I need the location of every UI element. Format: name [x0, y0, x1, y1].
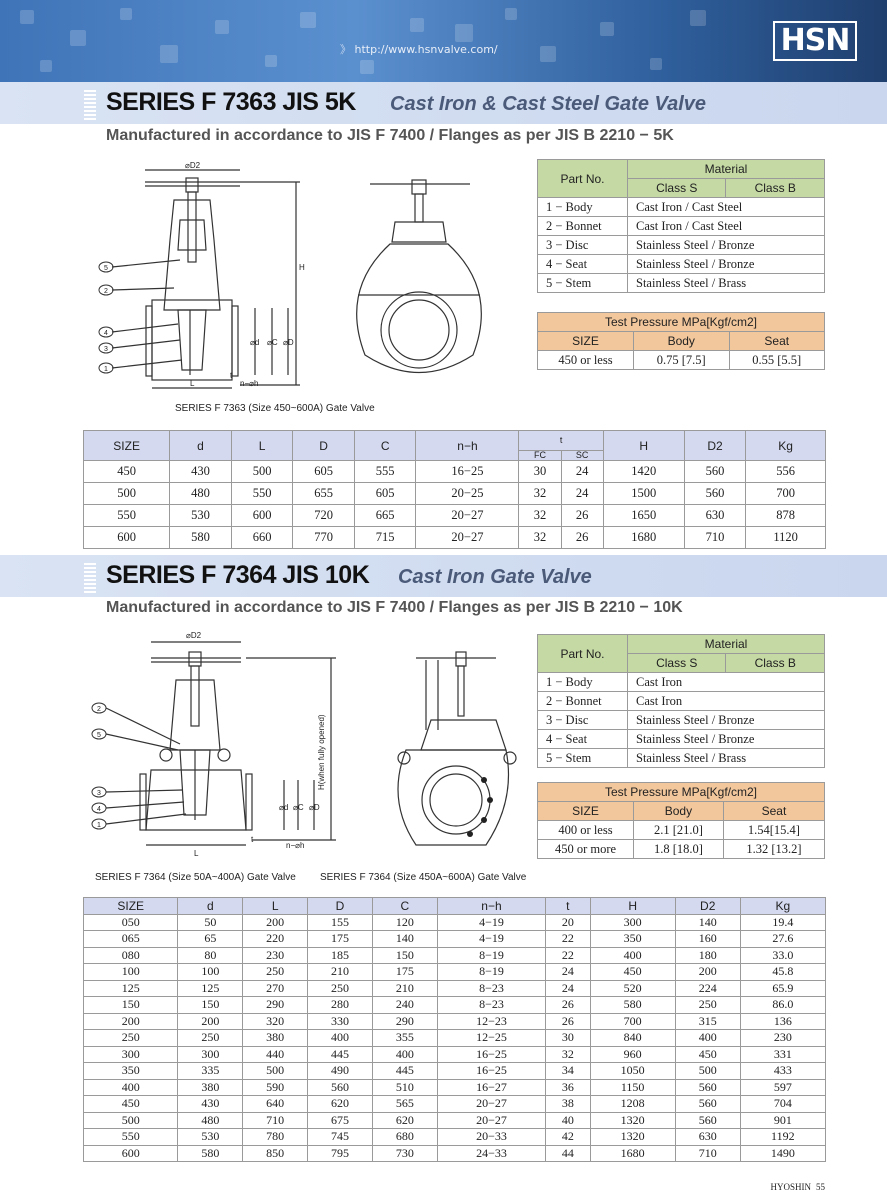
- table-cell: 355: [372, 1030, 437, 1047]
- table-row: [84, 1096, 826, 1113]
- table-cell: 16−27: [437, 1079, 545, 1096]
- svg-text:1: 1: [104, 366, 108, 373]
- table-cell: 1050: [590, 1063, 675, 1080]
- table-cell: 290: [372, 1013, 437, 1030]
- test-pressure-title: Test Pressure MPa[Kgf/cm2]: [538, 783, 825, 802]
- table-cell: 730: [372, 1145, 437, 1162]
- table-cell: 1192: [740, 1129, 825, 1146]
- table-cell: 590: [243, 1079, 308, 1096]
- table-cell: 26: [546, 997, 590, 1014]
- table-row: [84, 931, 826, 948]
- table-cell: 520: [590, 980, 675, 997]
- table-cell: 20−27: [437, 1112, 545, 1129]
- label-d: ⌀d: [250, 338, 260, 347]
- table-row: [84, 997, 826, 1014]
- table-cell: 331: [740, 1046, 825, 1063]
- table-cell: 22: [546, 947, 590, 964]
- class-s-header: Class S: [628, 654, 726, 673]
- section2-caption-left: SERIES F 7364 (Size 50A~400A) Gate Valve: [95, 872, 296, 883]
- table-row: 3 − Disc Stainless Steel / Bronze: [538, 711, 825, 730]
- table-row: 4 − Seat Stainless Steel / Bronze: [538, 730, 825, 749]
- table-cell: 1490: [740, 1145, 825, 1162]
- table-cell: 290: [243, 997, 308, 1014]
- table-cell: 1320: [590, 1129, 675, 1146]
- svg-text:3: 3: [104, 346, 108, 353]
- table-cell: 704: [740, 1096, 825, 1113]
- svg-text:5: 5: [104, 265, 108, 272]
- table-row: 2 − Bonnet Cast Iron / Cast Steel: [538, 217, 825, 236]
- page-footer: [771, 1182, 826, 1192]
- table-cell: 150: [372, 947, 437, 964]
- test-pressure-title: Test Pressure MPa[Kgf/cm2]: [538, 313, 825, 332]
- svg-text:4: 4: [104, 330, 108, 337]
- table-cell: 16−25: [437, 1046, 545, 1063]
- table-cell: 250: [243, 964, 308, 981]
- section2-standard: Manufactured in accordance to JIS F 7400 / Flanges as per JIS B 2210 − 10K: [106, 599, 683, 616]
- section2-title: SERIES F 7364 JIS 10K: [106, 561, 370, 589]
- table-cell: 250: [178, 1030, 243, 1047]
- table-cell: 200: [243, 914, 308, 931]
- table-cell: 175: [308, 931, 373, 948]
- table-cell: 125: [178, 980, 243, 997]
- section2-subtitle: Cast Iron Gate Valve: [398, 566, 592, 588]
- table-cell: 8−19: [437, 947, 545, 964]
- table-cell: 280: [308, 997, 373, 1014]
- table-cell: 710: [243, 1112, 308, 1129]
- table-cell: 500: [675, 1063, 740, 1080]
- table-cell: 24: [546, 980, 590, 997]
- table-cell: 45.8: [740, 964, 825, 981]
- table-cell: 960: [590, 1046, 675, 1063]
- section1-subtitle: Cast Iron & Cast Steel Gate Valve: [390, 93, 707, 115]
- table-cell: 440: [243, 1046, 308, 1063]
- table-cell: 38: [546, 1096, 590, 1113]
- label-d2: ⌀D2: [185, 161, 201, 170]
- table-cell: 30: [546, 1030, 590, 1047]
- table-cell: 20−33: [437, 1129, 545, 1146]
- svg-text:5: 5: [97, 732, 101, 739]
- table-cell: 42: [546, 1129, 590, 1146]
- page-header: [0, 0, 887, 82]
- section1-material-table: [537, 159, 825, 293]
- table-cell: 50: [178, 914, 243, 931]
- svg-text:4: 4: [97, 806, 101, 813]
- table-cell: 240: [372, 997, 437, 1014]
- hsn-logo: HSN: [773, 21, 857, 61]
- table-cell: 780: [243, 1129, 308, 1146]
- section1-test-pressure-table: Test Pressure MPa[Kgf/cm2] SIZE Body Seat 450 or less 0.75 [7.5] 0.55 [5.5]: [537, 312, 825, 370]
- table-cell: 350: [84, 1063, 178, 1080]
- table-row: [84, 1013, 826, 1030]
- table-cell: 675: [308, 1112, 373, 1129]
- table-cell: 150: [84, 997, 178, 1014]
- table-row: 600 580 660 770 715 20−27 32 26 1680 710 1120: [84, 527, 826, 549]
- table-cell: 40: [546, 1112, 590, 1129]
- table-cell: 22: [546, 931, 590, 948]
- section2-dimension-rows: [84, 914, 826, 1162]
- table-cell: 19.4: [740, 914, 825, 931]
- label-t: t: [230, 371, 233, 380]
- table-cell: 850: [243, 1145, 308, 1162]
- table-cell: 597: [740, 1079, 825, 1096]
- table-row: [84, 1030, 826, 1047]
- table-cell: 433: [740, 1063, 825, 1080]
- table-cell: 250: [675, 997, 740, 1014]
- section2-material-table: [537, 634, 825, 768]
- table-cell: 8−23: [437, 997, 545, 1014]
- table-cell: 445: [308, 1046, 373, 1063]
- table-cell: 4−19: [437, 914, 545, 931]
- table-cell: 560: [675, 1079, 740, 1096]
- table-cell: 795: [308, 1145, 373, 1162]
- table-cell: 1680: [590, 1145, 675, 1162]
- label-d: ⌀d: [279, 803, 289, 812]
- table-cell: 200: [178, 1013, 243, 1030]
- table-cell: 8−23: [437, 980, 545, 997]
- table-cell: 44: [546, 1145, 590, 1162]
- class-s-header: Class S: [628, 179, 726, 198]
- table-cell: 36: [546, 1079, 590, 1096]
- table-cell: 150: [178, 997, 243, 1014]
- table-cell: 400: [308, 1030, 373, 1047]
- table-cell: 630: [675, 1129, 740, 1146]
- table-cell: 100: [178, 964, 243, 981]
- table-cell: 565: [372, 1096, 437, 1113]
- table-row: 5 − Stem Stainless Steel / Brass: [538, 274, 825, 293]
- label-c: ⌀C: [293, 803, 304, 812]
- table-cell: 335: [178, 1063, 243, 1080]
- table-row: [84, 980, 826, 997]
- footer-brand: HYOSHIN: [770, 1182, 811, 1192]
- table-cell: 550: [84, 1129, 178, 1146]
- table-cell: 220: [243, 931, 308, 948]
- table-cell: 125: [84, 980, 178, 997]
- label-t: t: [251, 835, 254, 844]
- table-row: [84, 1112, 826, 1129]
- table-cell: 210: [308, 964, 373, 981]
- table-cell: 80: [178, 947, 243, 964]
- table-cell: 210: [372, 980, 437, 997]
- table-cell: 620: [372, 1112, 437, 1129]
- label-h: H(when fully opened): [317, 714, 326, 790]
- table-cell: 16−25: [437, 1063, 545, 1080]
- label-bigd: ⌀D: [309, 803, 320, 812]
- table-cell: 050: [84, 914, 178, 931]
- table-row: 4 − Seat Stainless Steel / Bronze: [538, 255, 825, 274]
- table-cell: 250: [308, 980, 373, 997]
- table-row: 450 or more 1.8 [18.0] 1.32 [13.2]: [538, 840, 825, 859]
- table-cell: 175: [372, 964, 437, 981]
- label-l: L: [194, 849, 199, 858]
- table-cell: 445: [372, 1063, 437, 1080]
- table-cell: 065: [84, 931, 178, 948]
- table-cell: 380: [243, 1030, 308, 1047]
- label-l: L: [190, 379, 195, 388]
- table-cell: 450: [590, 964, 675, 981]
- svg-text:3: 3: [97, 790, 101, 797]
- table-cell: 100: [84, 964, 178, 981]
- table-cell: 560: [675, 1112, 740, 1129]
- section2-test-pressure-table: Test Pressure MPa[Kgf/cm2] SIZE Body Seat 400 or less 2.1 [21.0] 1.54[15.4] 450 or more 1.8 [18.0] 1.32 [13.2]: [537, 782, 825, 859]
- table-cell: 65: [178, 931, 243, 948]
- table-cell: 24−33: [437, 1145, 545, 1162]
- table-row: 450 430 500 605 555 16−25 30 24 1420 560 556: [84, 461, 826, 483]
- table-cell: 840: [590, 1030, 675, 1047]
- table-cell: 300: [590, 914, 675, 931]
- table-cell: 200: [84, 1013, 178, 1030]
- valve-drawing-7363: [90, 160, 530, 400]
- table-cell: 510: [372, 1079, 437, 1096]
- table-cell: 400: [372, 1046, 437, 1063]
- label-bigd: ⌀D: [283, 338, 294, 347]
- table-cell: 500: [84, 1112, 178, 1129]
- material-header: Material: [628, 160, 825, 179]
- section1-banner: [0, 82, 887, 124]
- table-cell: 230: [740, 1030, 825, 1047]
- table-cell: 180: [675, 947, 740, 964]
- table-cell: 315: [675, 1013, 740, 1030]
- table-cell: 250: [84, 1030, 178, 1047]
- table-cell: 1320: [590, 1112, 675, 1129]
- label-nh: n−⌀h: [286, 841, 305, 850]
- table-cell: 120: [372, 914, 437, 931]
- table-cell: 27.6: [740, 931, 825, 948]
- table-cell: 20: [546, 914, 590, 931]
- material-header: Material: [628, 635, 825, 654]
- table-cell: 34: [546, 1063, 590, 1080]
- table-cell: 640: [243, 1096, 308, 1113]
- table-row: [84, 1046, 826, 1063]
- page-number: 55: [816, 1182, 825, 1192]
- section1-caption: SERIES F 7363 (Size 450~600A) Gate Valve: [175, 403, 375, 414]
- section2-caption-right: SERIES F 7364 (Size 450A~600A) Gate Valve: [320, 872, 527, 883]
- table-cell: 350: [590, 931, 675, 948]
- table-cell: 580: [590, 997, 675, 1014]
- table-cell: 224: [675, 980, 740, 997]
- class-b-header: Class B: [726, 654, 825, 673]
- table-cell: 200: [675, 964, 740, 981]
- table-cell: 300: [84, 1046, 178, 1063]
- svg-text:2: 2: [104, 288, 108, 295]
- table-cell: 560: [675, 1096, 740, 1113]
- table-cell: 710: [675, 1145, 740, 1162]
- table-cell: 1208: [590, 1096, 675, 1113]
- table-cell: 8−19: [437, 964, 545, 981]
- table-row: [84, 1145, 826, 1162]
- label-d2: ⌀D2: [186, 631, 202, 640]
- section1-title: SERIES F 7363 JIS 5K: [106, 88, 356, 116]
- label-nh: n−⌀h: [240, 379, 259, 388]
- section1-dimension-table: SIZE d L D C n−h t H D2 Kg FC SC 450 430 500 605 555 16−25 30 24 1420 560 556 500 480 550 655 605 20−25 32 24 1500 560 700 550 530 600 720 665 20−27 32 26 1650 630 878 600 580 660 770 715 20−27 32 26 1680 710 1120: [83, 430, 826, 549]
- table-cell: 12−25: [437, 1030, 545, 1047]
- table-cell: 320: [243, 1013, 308, 1030]
- table-cell: 12−23: [437, 1013, 545, 1030]
- table-cell: 530: [178, 1129, 243, 1146]
- label-c: ⌀C: [267, 338, 278, 347]
- table-cell: 330: [308, 1013, 373, 1030]
- table-cell: 270: [243, 980, 308, 997]
- table-cell: 185: [308, 947, 373, 964]
- table-row: [84, 914, 826, 931]
- table-cell: 136: [740, 1013, 825, 1030]
- table-row: 1 − Body Cast Iron / Cast Steel: [538, 198, 825, 217]
- table-cell: 450: [84, 1096, 178, 1113]
- table-cell: 450: [675, 1046, 740, 1063]
- table-cell: 430: [178, 1096, 243, 1113]
- table-cell: 160: [675, 931, 740, 948]
- table-cell: 140: [372, 931, 437, 948]
- table-cell: 080: [84, 947, 178, 964]
- table-cell: 400: [675, 1030, 740, 1047]
- table-cell: 155: [308, 914, 373, 931]
- table-cell: 230: [243, 947, 308, 964]
- table-row: 3 − Disc Stainless Steel / Bronze: [538, 236, 825, 255]
- table-cell: 300: [178, 1046, 243, 1063]
- svg-text:2: 2: [97, 706, 101, 713]
- part-no-header: Part No.: [538, 635, 628, 673]
- table-cell: 32: [546, 1046, 590, 1063]
- table-cell: 480: [178, 1112, 243, 1129]
- table-cell: 4−19: [437, 931, 545, 948]
- table-cell: 400: [84, 1079, 178, 1096]
- table-cell: 600: [84, 1145, 178, 1162]
- table-row: 5 − Stem Stainless Steel / Brass: [538, 749, 825, 768]
- table-row: [84, 1063, 826, 1080]
- table-row: 500 480 550 655 605 20−25 32 24 1500 560 700: [84, 483, 826, 505]
- section2-banner: [0, 555, 887, 597]
- table-cell: 490: [308, 1063, 373, 1080]
- table-cell: 500: [243, 1063, 308, 1080]
- part-no-header: Part No.: [538, 160, 628, 198]
- table-cell: 400: [590, 947, 675, 964]
- table-cell: 33.0: [740, 947, 825, 964]
- table-cell: 620: [308, 1096, 373, 1113]
- table-cell: 901: [740, 1112, 825, 1129]
- table-cell: 86.0: [740, 997, 825, 1014]
- table-cell: 20−27: [437, 1096, 545, 1113]
- table-cell: 680: [372, 1129, 437, 1146]
- table-row: [84, 947, 826, 964]
- table-cell: 24: [546, 964, 590, 981]
- table-cell: 65.9: [740, 980, 825, 997]
- table-row: 400 or less 2.1 [21.0] 1.54[15.4]: [538, 821, 825, 840]
- table-row: [84, 1129, 826, 1146]
- table-cell: 1150: [590, 1079, 675, 1096]
- table-row: [84, 964, 826, 981]
- table-cell: 700: [590, 1013, 675, 1030]
- website-url: 》 http://www.hsnvalve.com/: [340, 43, 498, 56]
- section1-standard: Manufactured in accordance to JIS F 7400 / Flanges as per JIS B 2210 − 5K: [106, 127, 674, 144]
- table-cell: 580: [178, 1145, 243, 1162]
- table-cell: 140: [675, 914, 740, 931]
- valve-drawing-7364: [86, 630, 531, 865]
- section2-dimension-table: SIZE d L D C n−h t H D2 Kg 050 50 200 155 120 4−19 20 300 140 19.4 065 65 220 175 140 4−19 22 350 160 27.6 080 80 230 185 150 8−19 22 400 180 33.0 100 100 250 210 175 8−19 24 450 200 45.8 125 125 270 250 210 8−23 24 520 224 65.9 150 150 290 280 240 8−23 26 580 250 86.0 200 200 320 330 290 12−23 26 700 315 136 250 250 380 400 355 12−25 30 840 400 230 300 300 440 445 400 16−25 32 960 450 331 350 335 500 490 445 16−25 34 1050 500 433 400 380 590 560 510 16−27 36 1150 560 597 450 430 640 620 565 20−27 38 1208 560 704 500 480 710 675 620 20−27 40 1320 560 901 550 530 780 745 680 20−33 42 1320 630 1192 600 580 850 795 730 24−33 44 1680 710 1490: [83, 897, 826, 1162]
- table-cell: 745: [308, 1129, 373, 1146]
- table-cell: 560: [308, 1079, 373, 1096]
- table-cell: 380: [178, 1079, 243, 1096]
- table-row: 2 − Bonnet Cast Iron: [538, 692, 825, 711]
- table-row: [84, 1079, 826, 1096]
- table-row: 550 530 600 720 665 20−27 32 26 1650 630 878: [84, 505, 826, 527]
- table-row: 1 − Body Cast Iron: [538, 673, 825, 692]
- table-row: 450 or less 0.75 [7.5] 0.55 [5.5]: [538, 351, 825, 370]
- label-h: H: [299, 263, 305, 272]
- class-b-header: Class B: [726, 179, 825, 198]
- table-cell: 26: [546, 1013, 590, 1030]
- svg-text:1: 1: [97, 822, 101, 829]
